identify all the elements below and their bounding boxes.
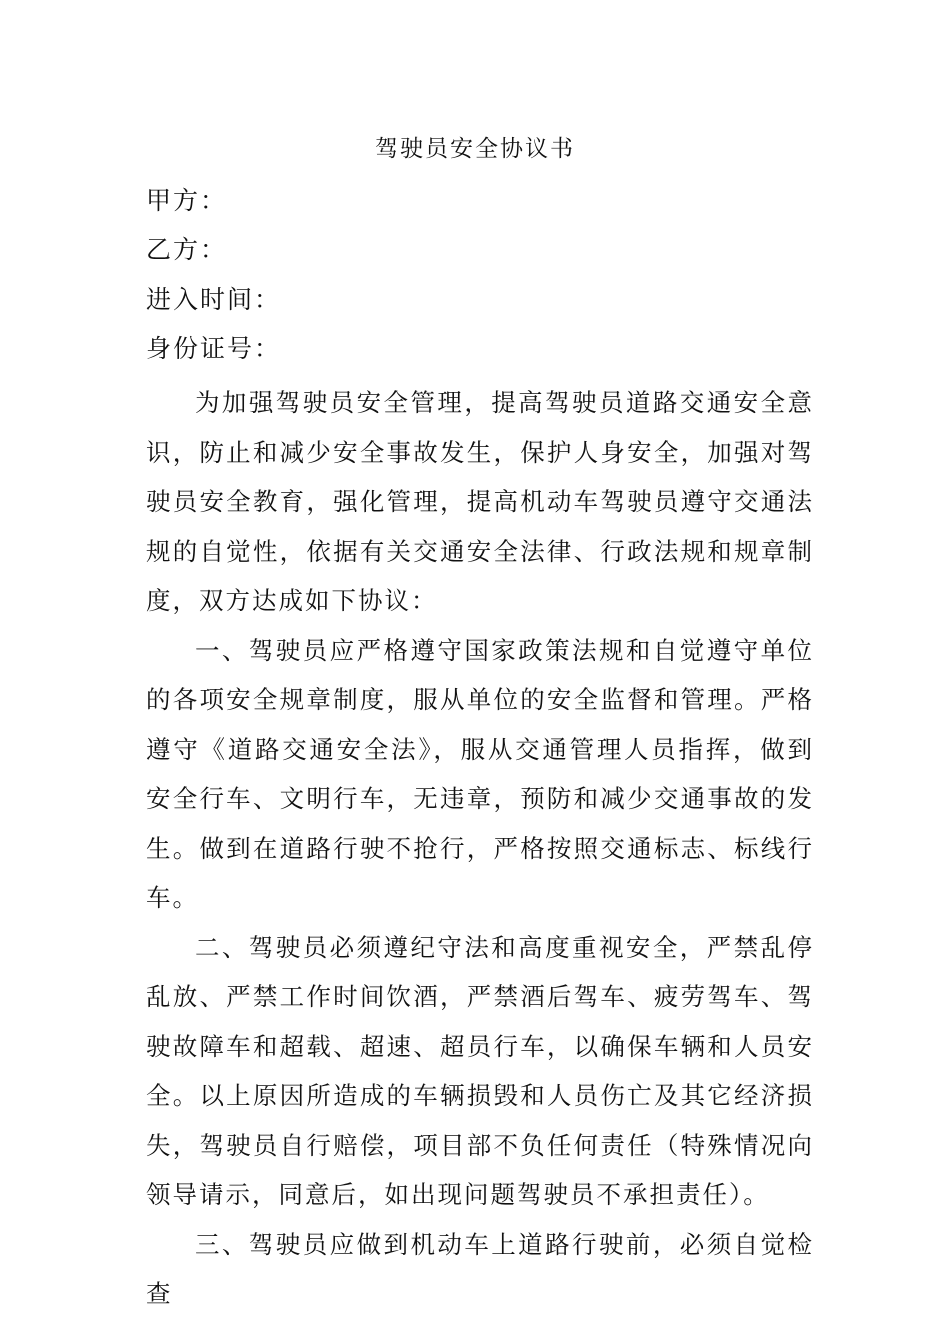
- party-a-field: 甲方：: [146, 186, 228, 215]
- paragraph-clause-3: 三、驾驶员应做到机动车上道路行驶前，必须自觉检查: [146, 1229, 814, 1308]
- document-title: 驾驶员安全协议书: [375, 136, 575, 162]
- id-number-field: 身份证号：: [146, 334, 282, 363]
- entry-time-field: 进入时间：: [146, 285, 282, 314]
- paragraph-intro: 为加强驾驶员安全管理，提高驾驶员道路交通安全意识，防止和减少安全事故发生，保护人身安全，加强对驾驶员安全教育，强化管理，提高机动车驾驶员遵守交通法规的自觉性，依据有关交通安全法律、行政法规和规章制度，双方达成如下协议：: [146, 388, 814, 615]
- paragraph-clause-1: 一、驾驶员应严格遵守国家政策法规和自觉遵守单位的各项安全规章制度，服从单位的安全监督和管理。严格遵守《道路交通安全法》，服从交通管理人员指挥，做到安全行车、文明行车，无违章，预防和减少交通事故的发生。做到在道路行驶不抢行，严格按照交通标志、标线行车。: [146, 635, 814, 912]
- party-b-field: 乙方：: [146, 235, 228, 264]
- agreement-body: [146, 378, 814, 1319]
- paragraph-clause-2: 二、驾驶员必须遵纪守法和高度重视安全，严禁乱停乱放、严禁工作时间饮酒，严禁酒后驾车、疲劳驾车、驾驶故障车和超载、超速、超员行车，以确保车辆和人员安全。以上原因所造成的车辆损毁和人员伤亡及其它经济损失，驾驶员自行赔偿，项目部不负任何责任（特殊情况向领导请示，同意后，如出现问题驾驶员不承担责任）。: [146, 932, 814, 1209]
